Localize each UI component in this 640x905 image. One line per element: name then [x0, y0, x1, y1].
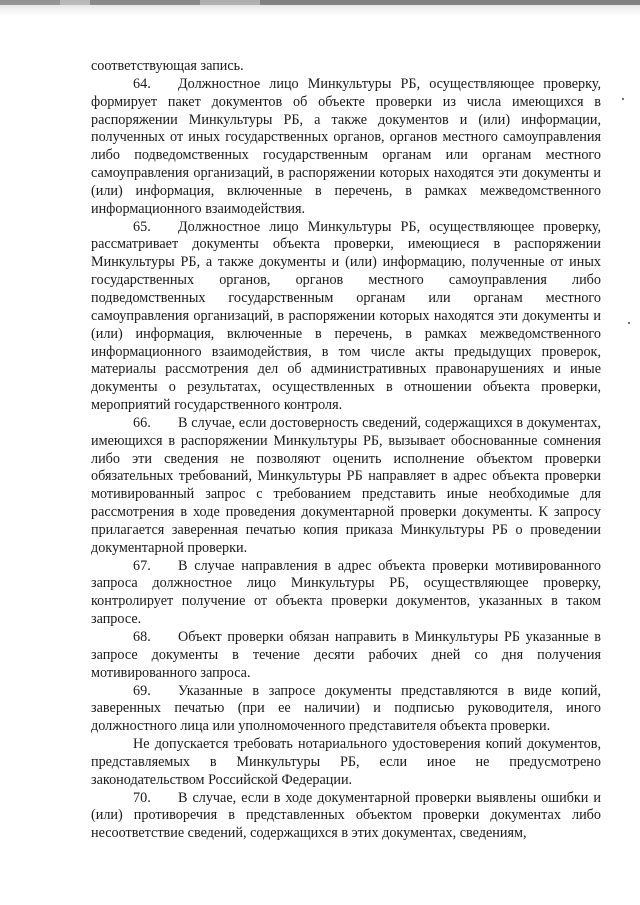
paragraph-number: 64.: [133, 75, 151, 92]
paragraph-text: Указанные в запросе документы представляются в виде копий, заверенных печатью (при ее наличии) и подписью руководителя, иного должностного лица или уполномоченного представителя объекта проверки.: [91, 682, 601, 735]
paragraph-text: В случае направления в адрес объекта проверки мотивированного запроса должностное лицо Минкультуры РБ, осуществляющее проверку, контролирует получение от объекта проверки документов, указанных в таком запросе.: [91, 557, 601, 628]
paragraph-text: В случае, если в ходе документарной проверки выявлены ошибки и (или) противоречия в представленных объектом проверки документах либо несоответствие сведений, содержащихся в этих документах, сведениям,: [91, 789, 601, 842]
document-body: [91, 58, 601, 843]
paragraph-number: 70.: [133, 789, 151, 806]
scan-edge: [0, 0, 640, 16]
paragraph-number: 69.: [133, 682, 151, 699]
scan-speck: [628, 322, 630, 324]
scan-speck: [622, 98, 624, 100]
paragraph-70: [91, 790, 601, 844]
lead-line: соответствующая запись.: [91, 58, 244, 74]
paragraph-text: Объект проверки обязан направить в Минкультуры РБ указанные в запросе документы в течение десяти рабочих дней со дня получения мотивированного запроса.: [91, 629, 601, 681]
paragraph-number: 66.: [133, 414, 151, 431]
paragraph-number: 65.: [133, 218, 151, 235]
paragraph-number: 68.: [133, 629, 151, 645]
paragraph-text: Не допускается требовать нотариального удостоверения копий документов, представляемых в Минкультуры РБ, если иное не предусмотрено законодательством Российской Федерации.: [91, 736, 601, 788]
paragraph-64: [91, 76, 601, 219]
paragraph-69: [91, 683, 601, 737]
paragraph-text: Должностное лицо Минкультуры РБ, осуществляющее проверку, формирует пакет документов об объекте проверки из числа имеющихся в распоряжении Минкультуры РБ, а также документов и (или) информации, полученных от иных государственных органов, органов местного самоуправления либо подведомственных государственным органам или органам местного самоуправления организаций, в распоряжении которых находятся эти документы и (или) информация, включенные в перечень, в рамках межведомственного информационного взаимодействия.: [91, 75, 601, 217]
paragraph-68: [91, 629, 601, 683]
paragraph-text: В случае, если достоверность сведений, содержащихся в документах, имеющихся в распоряжении Минкультуры РБ, вызывает обоснованные сомнения либо эти сведения не позволяют оценить исполнение объектом проверки обязательных требований, Минкультуры РБ направляет в адрес объекта проверки мотивированный запрос с требованием представить иные необходимые для рассмотрения в ходе проведения документарной проверки документы. К запросу прилагается заверенная печатью копия приказа Минкультуры РБ о проведении документарной проверки.: [91, 414, 601, 556]
paragraph-text: Должностное лицо Минкультуры РБ, осуществляющее проверку, рассматривает документы объекта проверки, имеющиеся в распоряжении Минкультуры РБ, а также документы и (или) информацию, полученные от иных государственных органов, органов местного самоуправления либо подведомственных государственным органам или органам местного самоуправления организаций, в распоряжении которых находятся эти документы и (или) информация, включенные в перечень, в рамках межведомственного информационного взаимодействия, в том числе акты предыдущих проверок, материалы рассмотрения дел об административных правонарушениях и иные документы о результатах, осуществленных в отношении объекта проверки, мероприятий государственного контроля.: [91, 218, 601, 414]
paragraph-69-continuation: [91, 736, 601, 790]
paragraph-67: [91, 558, 601, 629]
paragraph-number: 67.: [133, 557, 151, 574]
paragraph-65: [91, 219, 601, 415]
paragraph-66: [91, 415, 601, 558]
